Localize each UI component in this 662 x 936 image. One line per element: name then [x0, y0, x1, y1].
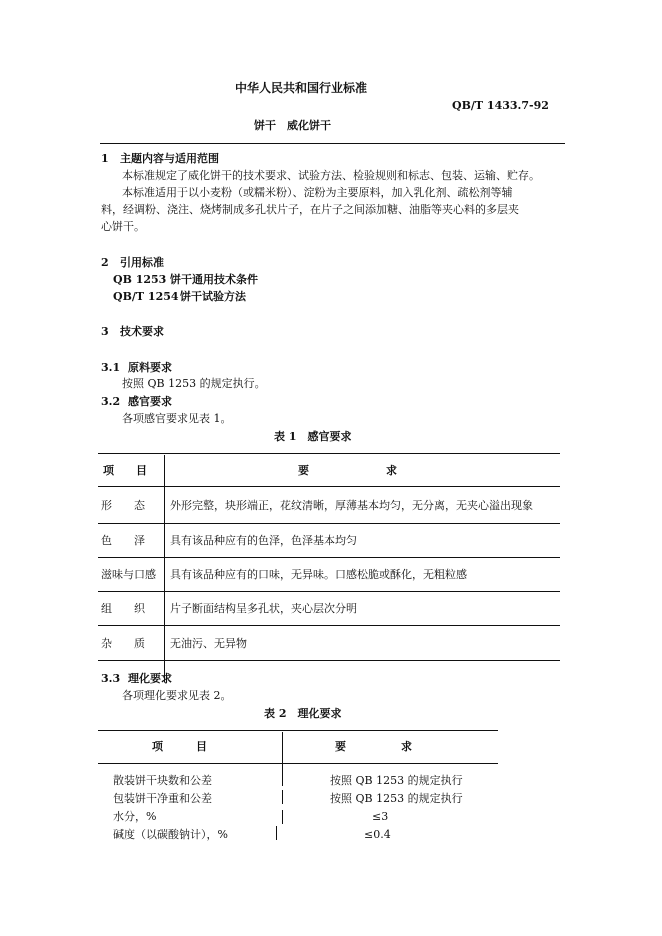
table1-row-requirement: 外形完整，块形端正，花纹清晰，厚薄基本均匀，无分离，无夹心溢出现象 [170, 499, 533, 512]
section1-number: 1 [101, 152, 109, 165]
section1-para2-line2: 料，经调粉、浇注、烧烤制成多孔状片子，在片子之间添加糖、油脂等夹心料的多层夹 [101, 203, 519, 216]
table1-caption: 表 1 感官要求 [274, 430, 352, 443]
table1-row-requirement: 具有该品种应有的口味，无异味。口感松脆或酥化，无粗粒感 [170, 568, 467, 581]
section1-heading: 主题内容与适用范围 [120, 152, 219, 165]
table1-row-item: 滋味与口感 [101, 568, 156, 581]
table1-column-divider [164, 455, 165, 682]
table2-row-requirement: ≤0.4 [364, 828, 391, 841]
table1-row-requirement: 片子断面结构呈多孔状，夹心层次分明 [170, 602, 357, 615]
table2-row-requirement: 按照 QB 1253 的规定执行 [330, 792, 463, 805]
table1-row-item: 杂 质 [101, 637, 145, 650]
table2-header-item: 项 目 [152, 740, 207, 753]
table2-row-item: 水分，% [113, 810, 157, 823]
table1-row-rule [98, 625, 560, 626]
section1-para2-line3: 心饼干。 [101, 220, 145, 233]
section3-3-text: 各项理化要求见表 2。 [122, 689, 232, 702]
table1-header-requirement: 要 求 [298, 464, 397, 477]
section3-heading: 技术要求 [120, 325, 164, 338]
table2-column-divider [282, 810, 283, 824]
doc-title: 饼干 威化饼干 [254, 119, 331, 132]
section3-3-heading: 理化要求 [128, 672, 172, 685]
table1-row-requirement: 具有该品种应有的色泽，色泽基本均匀 [170, 534, 357, 547]
table1-row-requirement: 无油污、无异物 [170, 637, 247, 650]
standard-code: QB/T 1433.7-92 [452, 99, 549, 112]
section3-1-number: 3.1 [101, 361, 121, 374]
table1-header-item: 项 目 [103, 464, 147, 477]
section3-3-number: 3.3 [101, 672, 121, 685]
table1-row-rule [98, 523, 560, 524]
table2-row-item: 散装饼干块数和公差 [113, 774, 212, 787]
table2-header-rule [98, 763, 498, 764]
reference-title: 饼干试验方法 [180, 290, 246, 303]
section3-2-heading: 感官要求 [128, 395, 172, 408]
section3-1-text: 按照 QB 1253 的规定执行。 [122, 377, 266, 390]
table1-row-item: 组 织 [101, 602, 145, 615]
section1-para2-line1: 本标准适用于以小麦粉（或糯米粉）、淀粉为主要原料，加入乳化剂、疏松剂等辅 [122, 186, 513, 199]
table2-header-requirement: 要 求 [335, 740, 412, 753]
table2-column-divider [276, 826, 277, 840]
table2-row-requirement: ≤3 [372, 810, 389, 823]
table2-row-item: 包装饼干净重和公差 [113, 792, 212, 805]
header-rule [100, 143, 565, 144]
section2-heading: 引用标准 [120, 256, 164, 269]
table2-column-divider [282, 732, 283, 786]
section2-number: 2 [101, 256, 109, 269]
table1-top-rule [98, 453, 560, 454]
table2-top-rule [98, 730, 498, 731]
table2-column-divider [282, 790, 283, 804]
table1-header-rule [98, 486, 560, 487]
reference-code: QB/T 1254 [113, 290, 179, 303]
table1-bottom-rule [98, 660, 560, 661]
table1-row-item: 形 态 [101, 499, 145, 512]
standard-title: 中华人民共和国行业标准 [235, 81, 368, 95]
table2-row-item: 碱度（以碳酸钠计），% [113, 828, 228, 841]
reference-code: QB 1253 [113, 273, 167, 286]
section3-2-number: 3.2 [101, 395, 121, 408]
table2-row-requirement: 按照 QB 1253 的规定执行 [330, 774, 463, 787]
section3-number: 3 [101, 325, 109, 338]
section1-para1: 本标准规定了威化饼干的技术要求、试验方法、检验规则和标志、包装、运输、贮存。 [122, 169, 540, 182]
table1-row-rule [98, 557, 560, 558]
section3-1-heading: 原料要求 [128, 361, 172, 374]
table1-row-item: 色 泽 [101, 534, 145, 547]
table2-caption: 表 2 理化要求 [264, 707, 342, 720]
reference-title: 饼干通用技术条件 [170, 273, 258, 286]
section3-2-text: 各项感官要求见表 1。 [122, 412, 232, 425]
table1-row-rule [98, 591, 560, 592]
